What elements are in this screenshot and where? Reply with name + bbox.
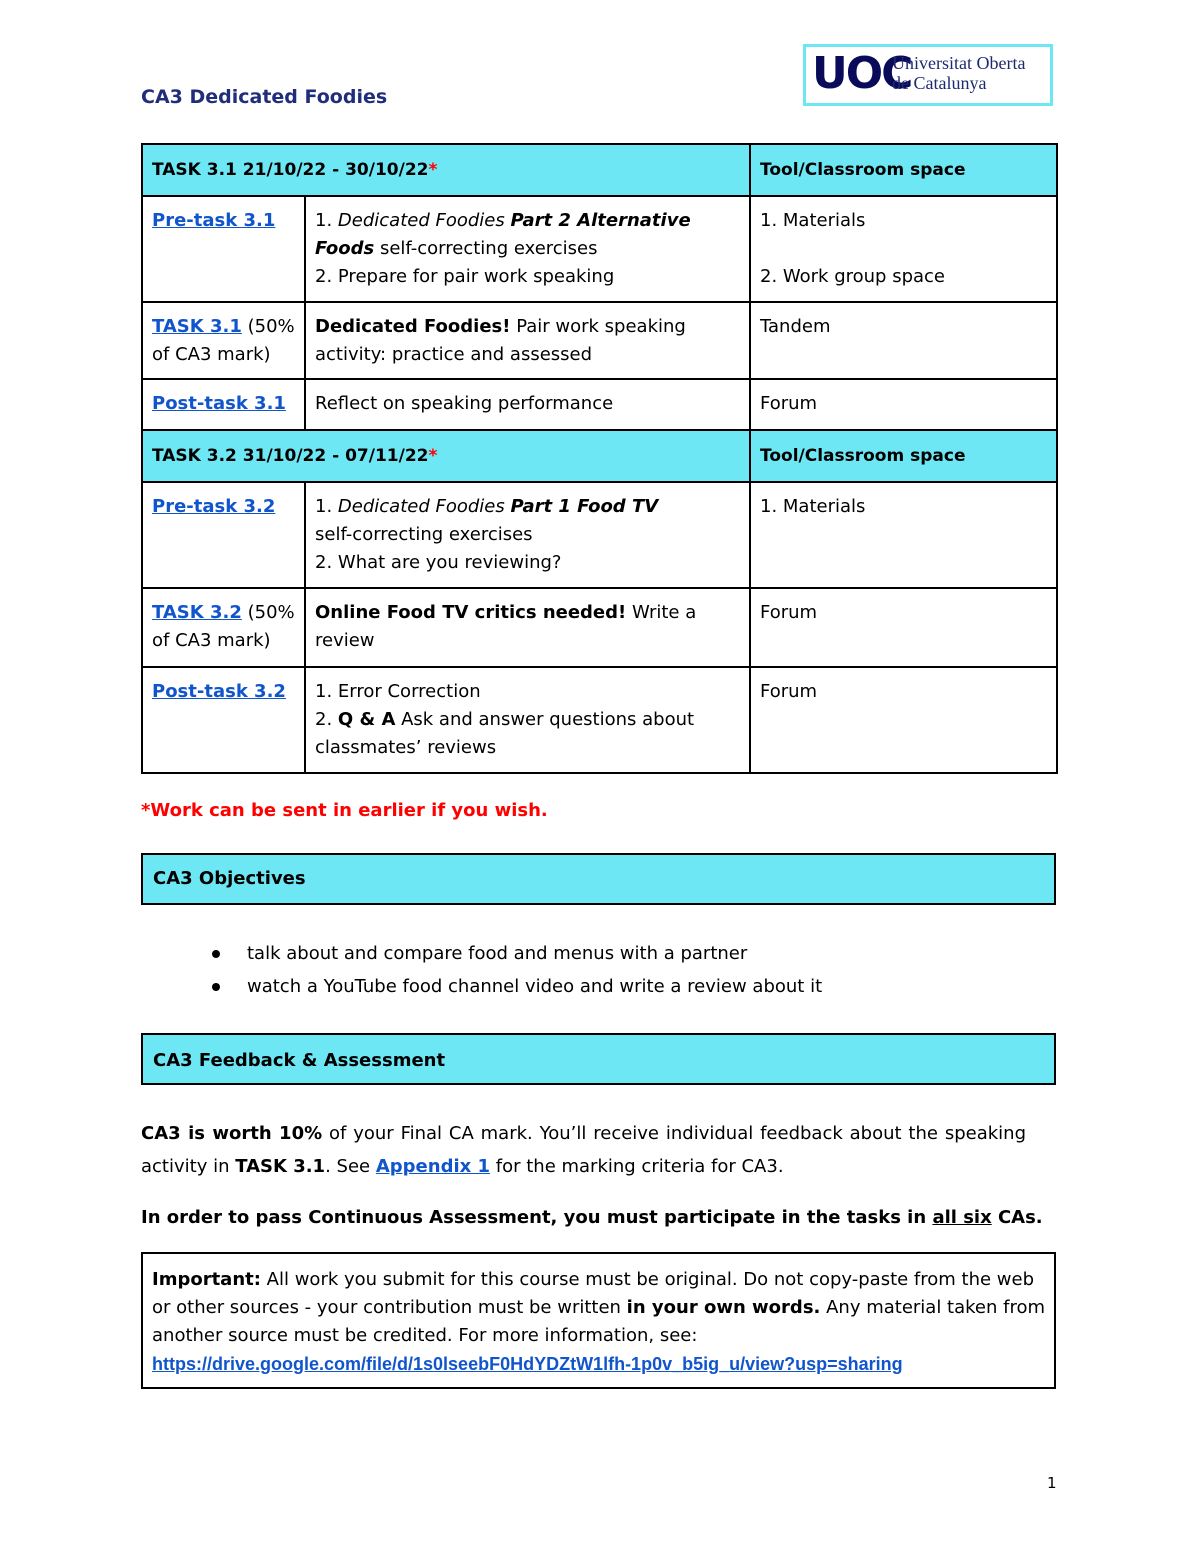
pre-task-3-2-tool: 1. Materials (750, 482, 1057, 588)
logo-text (892, 53, 1025, 93)
logo-line-2: de Catalunya (892, 73, 987, 93)
table-row (142, 379, 1057, 430)
tool-header: Tool/Classroom space (750, 430, 1057, 482)
task-3-1-header-row (142, 144, 1057, 196)
document-title: CA3 Dedicated Foodies (141, 86, 388, 108)
task-3-1-tool: Tandem (750, 302, 1057, 379)
list-item: watch a YouTube food channel video and write a review about it (200, 970, 822, 1003)
task-3-2-header: TASK 3.2 31/10/22 - 07/11/22* (142, 430, 750, 482)
pre-task-3-1-description: 1. Dedicated Foodies Part 2 Alternative Foods self-correcting exercises 2. Prepare for pair work speaking (305, 196, 750, 302)
task-3-2-link[interactable]: TASK 3.2 (152, 602, 242, 623)
objectives-list (200, 937, 822, 1003)
objectives-heading: CA3 Objectives (141, 853, 1056, 905)
table-row: TASK 3.2 (50% of CA3 mark) Online Food TV critics needed! Write a review Forum (142, 588, 1057, 667)
logo-mark: UOC (812, 48, 912, 99)
table-row: TASK 3.1 (50% of CA3 mark) Dedicated Foodies! Pair work speaking activity: practice and assessed Tandem (142, 302, 1057, 379)
table-row (142, 196, 1057, 302)
task-3-1-description: Dedicated Foodies! Pair work speaking activity: practice and assessed (305, 302, 750, 379)
table-row (142, 482, 1057, 588)
post-task-3-2-link[interactable]: Post-task 3.2 (152, 681, 286, 702)
uoc-logo (803, 44, 1053, 106)
task-3-1-header: TASK 3.1 21/10/22 - 30/10/22* (142, 144, 750, 196)
page-number: 1 (1047, 1474, 1057, 1492)
post-task-3-2-description: 1. Error Correction 2. Q & A Ask and answer questions about classmates’ reviews (305, 667, 750, 773)
table-row (142, 667, 1057, 773)
task-3-2-tool: Forum (750, 588, 1057, 667)
pre-task-3-1-tools: 1. Materials 2. Work group space (750, 196, 1057, 302)
task-3-2-description: Online Food TV critics needed! Write a review (305, 588, 750, 667)
task-3-2-header-row (142, 430, 1057, 482)
pre-task-3-2-link[interactable]: Pre-task 3.2 (152, 496, 276, 517)
post-task-3-1-link[interactable]: Post-task 3.1 (152, 393, 286, 414)
post-task-3-1-description: Reflect on speaking performance (305, 379, 750, 430)
post-task-3-2-tool: Forum (750, 667, 1057, 773)
post-task-3-1-tool: Forum (750, 379, 1057, 430)
feedback-heading: CA3 Feedback & Assessment (141, 1033, 1056, 1085)
originality-policy-link[interactable]: https://drive.google.com/file/d/1s0lseebF0HdYDZtW1lfh-1p0v_b5ig_u/view?usp=sharing (152, 1354, 903, 1374)
task-3-1-link[interactable]: TASK 3.1 (152, 316, 242, 337)
appendix-1-link[interactable]: Appendix 1 (375, 1156, 491, 1177)
important-notice: Important: All work you submit for this course must be original. Do not copy-paste from the web or other sources - your contribution must be written in your own words. Any material taken from another source must be credited. For more information, see: https://drive.google.com/file/d/1s0lseebF0HdYDZtW1lfh-1p0v_b5ig_u/view?usp=sharing (141, 1252, 1056, 1389)
list-item: talk about and compare food and menus with a partner (200, 937, 822, 970)
tasks-table (141, 143, 1058, 774)
logo-line-1: Universitat Oberta (892, 53, 1026, 73)
pre-task-3-2-description: 1. Dedicated Foodies Part 1 Food TV self-correcting exercises 2. What are you reviewing? (305, 482, 750, 588)
tool-header: Tool/Classroom space (750, 144, 1057, 196)
pre-task-3-1-link[interactable]: Pre-task 3.1 (152, 210, 276, 231)
early-submission-note: *Work can be sent in earlier if you wish. (141, 800, 548, 821)
feedback-paragraph: CA3 is worth 10% of your Final CA mark. You’ll receive individual feedback about the speaking activity in TASK 3.1. See Appendix 1 for the marking criteria for CA3. (141, 1123, 1027, 1177)
pass-requirement: In order to pass Continuous Assessment, you must participate in the tasks in all six CAs. (141, 1207, 1043, 1228)
